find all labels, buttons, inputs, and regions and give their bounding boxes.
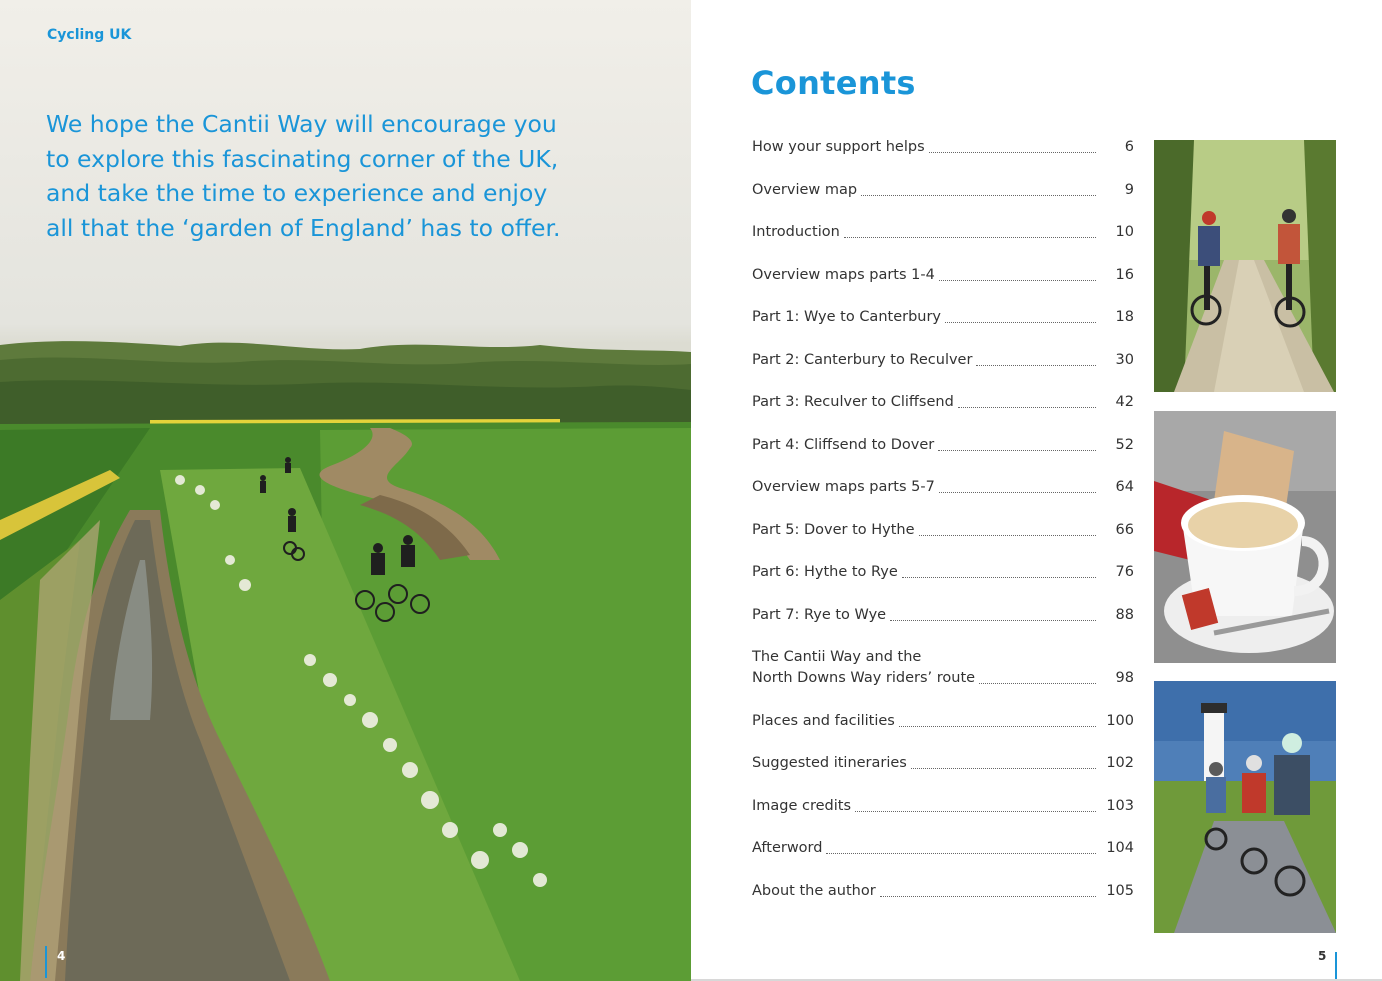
toc-leader-dots — [880, 896, 1096, 897]
cyclists-tree-lane-photo — [1154, 140, 1336, 392]
toc-entry-label — [752, 222, 840, 243]
toc-leader-dots — [844, 237, 1096, 238]
toc-entry-label — [752, 838, 822, 859]
toc-entry-page: 105 — [1106, 882, 1134, 899]
toc-entry-page: 30 — [1115, 351, 1134, 368]
toc-entry-page: 98 — [1115, 670, 1134, 686]
toc-entry-page: 18 — [1115, 309, 1134, 325]
toc-entry-page: 103 — [1106, 797, 1134, 814]
toc-entry[interactable] — [752, 477, 1134, 498]
toc-entry-line: Part 3: Reculver to Cliffsend — [752, 394, 954, 410]
toc-entry-label — [752, 477, 935, 498]
toc-entry-page: 88 — [1115, 606, 1134, 623]
toc-leader-dots — [890, 620, 1096, 621]
toc-entry-page: 9 — [1124, 181, 1134, 198]
toc-entry-line: North Downs Way riders’ route — [752, 670, 976, 686]
toc-entry-label — [752, 647, 975, 689]
toc-entry[interactable] — [752, 137, 1134, 158]
toc-entry-label — [752, 562, 898, 583]
toc-entry-page: 64 — [1115, 479, 1134, 495]
toc-entry-label — [752, 711, 895, 732]
toc-entry-label — [752, 350, 972, 371]
toc-entry[interactable] — [752, 796, 1134, 817]
toc-leader-dots — [861, 195, 1096, 196]
toc-entry-label — [752, 796, 851, 817]
toc-entry-page: 10 — [1115, 224, 1134, 240]
page-number-rule — [45, 946, 47, 978]
toc-leader-dots — [855, 811, 1096, 812]
toc-entry-page: 66 — [1115, 521, 1134, 538]
toc-entry-label — [752, 520, 915, 541]
toc-entry-page: 16 — [1115, 266, 1134, 283]
right-page — [691, 0, 1382, 981]
toc-entry-label — [752, 605, 886, 626]
toc-entry[interactable] — [752, 265, 1134, 286]
toc-entry-page: 52 — [1115, 436, 1134, 453]
toc-entry-label — [752, 180, 857, 201]
toc-entry-line: Introduction — [752, 224, 840, 240]
toc-leader-dots — [958, 407, 1096, 408]
toc-leader-dots — [976, 365, 1096, 366]
toc-entry-page: 6 — [1124, 139, 1134, 155]
toc-entry-page: 42 — [1115, 394, 1134, 410]
toc-entry-line: About the author — [752, 882, 876, 899]
toc-entry-line: Image credits — [752, 797, 852, 814]
toc-entry[interactable] — [752, 881, 1134, 902]
toc-entry[interactable] — [752, 180, 1134, 201]
toc-entry-line: Part 4: Cliffsend to Dover — [752, 436, 935, 453]
toc-entry[interactable] — [752, 838, 1134, 859]
toc-entry-label — [752, 753, 907, 774]
toc-entry[interactable] — [752, 520, 1134, 541]
toc-entry[interactable] — [752, 562, 1134, 583]
toc-leader-dots — [979, 683, 1096, 684]
toc-entry-line: Overview maps parts 5-7 — [752, 479, 935, 495]
toc-entry[interactable] — [752, 753, 1134, 774]
toc-leader-dots — [919, 535, 1096, 536]
toc-entry-label — [752, 307, 941, 328]
toc-leader-dots — [939, 280, 1096, 281]
toc-entry-label — [752, 265, 935, 286]
toc-entry-line: The Cantii Way and the — [752, 649, 922, 665]
toc-entry-page: 76 — [1115, 564, 1134, 580]
toc-entry-line: Overview map — [752, 181, 858, 198]
toc-entry[interactable] — [752, 711, 1134, 732]
toc-entry[interactable] — [752, 392, 1134, 413]
toc-entry-line: Afterword — [752, 840, 823, 856]
toc-entry-line: Overview maps parts 1-4 — [752, 266, 935, 283]
toc-entry[interactable] — [752, 647, 1134, 689]
toc-leader-dots — [938, 450, 1096, 451]
page-number-left: 4 — [57, 949, 66, 963]
toc-entry-line: Suggested itineraries — [752, 755, 907, 771]
page-number-right: 5 — [1318, 949, 1327, 963]
toc-entry[interactable] — [752, 307, 1134, 328]
toc-leader-dots — [899, 726, 1096, 727]
toc-leader-dots — [945, 322, 1096, 323]
toc-entry[interactable] — [752, 435, 1134, 456]
toc-entry-line: How your support helps — [752, 139, 925, 155]
toc-entry-line: Part 6: Hythe to Rye — [752, 564, 898, 580]
brand-logo-text: Cycling UK — [47, 27, 132, 43]
toc-leader-dots — [826, 853, 1096, 854]
coffee-cup-photo — [1154, 411, 1336, 663]
toc-entry-label — [752, 435, 934, 456]
toc-leader-dots — [939, 492, 1096, 493]
toc-entry-line: Places and facilities — [752, 712, 895, 729]
toc-entry-page: 102 — [1106, 755, 1134, 771]
toc-entry-label — [752, 137, 925, 158]
toc-entry[interactable] — [752, 222, 1134, 243]
toc-leader-dots — [911, 768, 1096, 769]
toc-entry-line: Part 1: Wye to Canterbury — [752, 309, 942, 325]
cyclists-lighthouse-photo — [1154, 681, 1336, 933]
toc-entry-line: Part 2: Canterbury to Reculver — [752, 351, 973, 368]
contents-title: Contents — [751, 64, 916, 102]
toc-leader-dots — [929, 152, 1096, 153]
toc-entry-page: 104 — [1106, 840, 1134, 856]
toc-entry-label — [752, 881, 876, 902]
toc-entry-page: 100 — [1106, 712, 1134, 729]
intro-quote: We hope the Cantii Way will encourage you to explore this fascinating corner of the UK, and take the time to experience and enjoy all that the ‘garden of England’ has to offer. — [46, 110, 561, 242]
toc-entry-label — [752, 392, 954, 413]
toc-entry-line: Part 7: Rye to Wye — [752, 606, 887, 623]
toc-entry[interactable] — [752, 605, 1134, 626]
toc-entry[interactable] — [752, 350, 1134, 371]
toc-leader-dots — [902, 577, 1096, 578]
page-number-rule — [1335, 952, 1337, 980]
toc-entry-line: Part 5: Dover to Hythe — [752, 521, 915, 538]
